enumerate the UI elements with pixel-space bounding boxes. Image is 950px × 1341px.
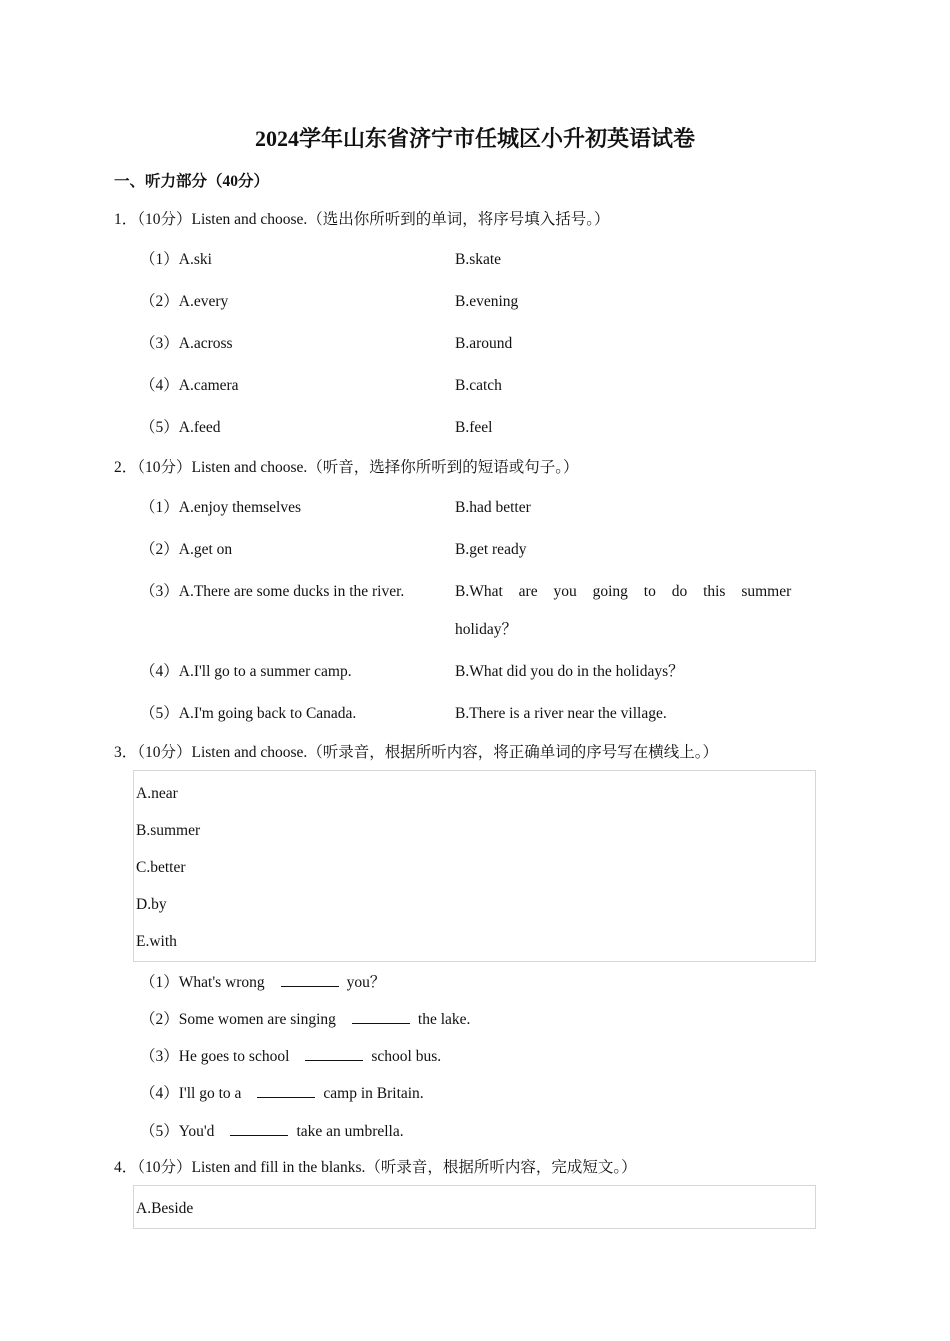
sentence-text-before: （5）You'd [140,1123,215,1140]
q1-item-4-option-a: （4）A.camera [140,377,239,394]
q3-word-bank [133,770,816,962]
q2-item-3-option-b: B.What are you going to do this summer [455,583,792,600]
answer-blank[interactable] [352,1011,410,1024]
q3-sentence-3 [140,1048,441,1065]
word-bank-option: D.by [136,896,167,913]
question-3-header: 3．（10分）Listen and choose.（听录音，根据所听内容，将正确单词的序号写在横线上。） [114,744,719,761]
q1-item-5-option-b: B.feel [455,419,493,436]
q2-item-4-option-b: B.What did you do in the holidays？ [455,663,684,680]
q2-item-4-option-a: （4）A.I'll go to a summer camp. [140,663,352,680]
word-bank-option: A.Beside [136,1200,194,1217]
q1-item-2-option-a: （2）A.every [140,293,229,310]
word-bank-option: E.with [136,933,177,950]
q2-item-2-option-b: B.get ready [455,541,527,558]
q1-item-5-option-a: （5）A.feed [140,419,221,436]
sentence-text-after: the lake. [417,1011,471,1028]
page-title: 2024学年山东省济宁市任城区小升初英语试卷 [254,126,695,151]
section-heading-listening: 一、听力部分（40分） [114,173,270,190]
sentence-text-before: （3）He goes to school [140,1048,290,1065]
q3-sentence-2 [140,1011,470,1028]
q2-item-3-option-a: （3）A.There are some ducks in the river. [140,583,405,600]
q3-sentence-5 [140,1123,404,1140]
q2-item-3-option-b-continued: holiday？ [455,621,517,638]
sentence-text-before: （2）Some women are singing [140,1011,336,1028]
q2-item-2-option-a: （2）A.get on [140,541,233,558]
q3-sentence-1 [140,974,385,991]
sentence-text-after: camp in Britain. [323,1085,424,1102]
question-2-header: 2．（10分）Listen and choose.（听音，选择你所听到的短语或句子。） [114,459,579,476]
sentence-text-before: （4）I'll go to a [140,1085,242,1102]
word-bank-option: B.summer [136,822,201,839]
sentence-text-after: you？ [346,974,386,991]
answer-blank[interactable] [230,1123,288,1136]
q1-item-3-option-b: B.around [455,335,513,352]
word-bank-option: C.better [136,859,186,876]
q4-word-bank [133,1185,816,1229]
q1-item-4-option-b: B.catch [455,377,502,394]
q2-item-1-option-b: B.had better [455,499,531,516]
q3-sentence-4 [140,1085,424,1102]
sentence-text-after: take an umbrella. [296,1123,404,1140]
q2-item-5-option-a: （5）A.I'm going back to Canada. [140,705,357,722]
word-bank-option: A.near [136,785,178,802]
q1-item-3-option-a: （3）A.across [140,335,233,352]
answer-blank[interactable] [257,1085,315,1098]
sentence-text-after: school bus. [371,1048,442,1065]
q1-item-1-option-a: （1）A.ski [140,251,212,268]
q1-item-2-option-b: B.evening [455,293,519,310]
q2-item-5-option-b: B.There is a river near the village. [455,705,667,722]
answer-blank[interactable] [281,974,339,987]
q1-item-1-option-b: B.skate [455,251,502,268]
sentence-text-before: （1）What's wrong [140,974,265,991]
question-4-header: 4．（10分）Listen and fill in the blanks.（听录音，根据所听内容，完成短文。） [114,1159,637,1176]
q2-item-1-option-a: （1）A.enjoy themselves [140,499,302,516]
answer-blank[interactable] [305,1048,363,1061]
question-1-header: 1．（10分）Listen and choose.（选出你所听到的单词，将序号填入括号。） [114,211,610,228]
